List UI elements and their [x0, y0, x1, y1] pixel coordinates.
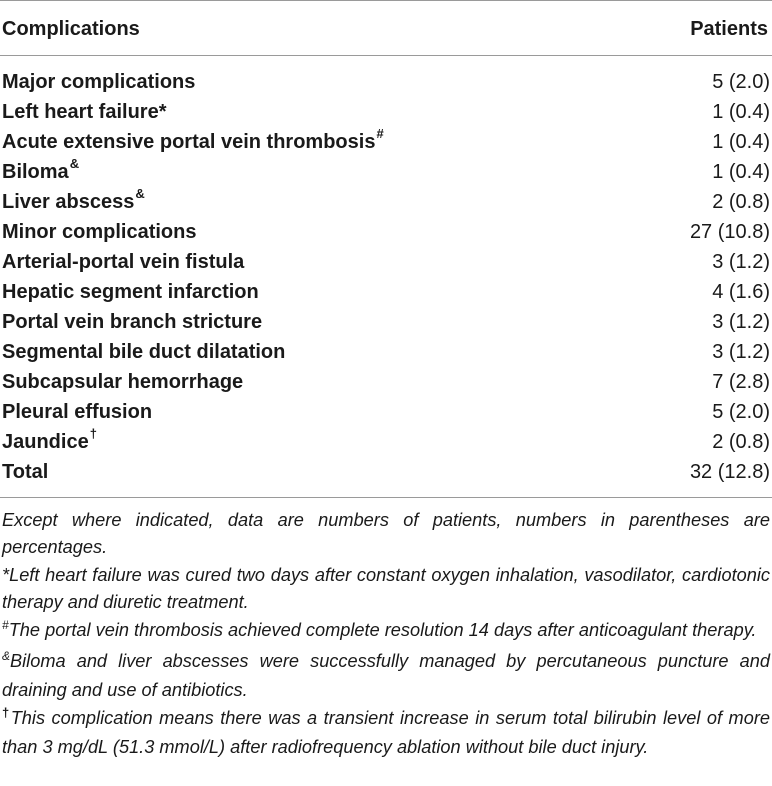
- table-row: [0, 397, 772, 427]
- table-row: [0, 247, 772, 277]
- footnote-star: *Left heart failure was cured two days after constant oxygen inhalation, vasodilator, cardiotonic therapy and diuretic treatment.: [2, 565, 770, 612]
- row-value: 4 (1.6): [712, 281, 770, 303]
- row-label: [2, 157, 79, 187]
- row-label: [2, 247, 244, 277]
- row-label-text: Segmental bile duct dilatation: [2, 341, 286, 363]
- row-label: [2, 97, 166, 127]
- footnotes: [2, 507, 770, 762]
- row-label: [2, 427, 97, 457]
- row-value: 3 (1.2): [712, 251, 770, 273]
- row-footnote-mark: #: [376, 126, 384, 142]
- row-value: 1 (0.4): [712, 101, 770, 123]
- table-row: [0, 457, 772, 487]
- footnote-dagger-text: This complication means there was a transient increase in serum total bilirubin level of more than 3 mg/dL (51.3 mmol/L) after radiofrequency ablation without bile duct injury.: [2, 708, 770, 757]
- row-label-text: Hepatic segment infarction: [2, 281, 259, 303]
- row-footnote-mark: †: [89, 426, 97, 442]
- header-complications: Complications: [2, 18, 140, 40]
- row-label: [2, 337, 285, 367]
- row-label-text: Minor complications: [2, 221, 197, 243]
- header-patients: Patients: [690, 18, 768, 40]
- top-rule: [0, 0, 772, 1]
- table-row: [0, 277, 772, 307]
- row-label: [2, 397, 152, 427]
- footnote-hash-text: The portal vein thrombosis achieved complete resolution 14 days after anticoagulant therapy.: [8, 620, 757, 641]
- row-label: [2, 67, 195, 97]
- row-label-text: Acute extensive portal vein thrombosis: [2, 131, 376, 153]
- header-rule: [0, 55, 772, 56]
- row-label: [2, 187, 145, 217]
- footnote-hash: [2, 617, 770, 646]
- row-value: 32 (12.8): [689, 461, 770, 483]
- table-row: [0, 337, 772, 367]
- footnote-amp-mark: &: [2, 648, 11, 663]
- row-label: [2, 277, 259, 307]
- footnote-amp-text: Biloma and liver abscesses were successfully managed by percutaneous puncture and draining and use of antibiotics.: [2, 650, 770, 700]
- footnote-general: Except where indicated, data are numbers of patients, numbers in parentheses are percentages.: [2, 510, 770, 557]
- row-label-text: Arterial-portal vein fistula: [2, 251, 245, 273]
- footnote-hash-mark: #: [2, 618, 9, 633]
- table-row: [0, 127, 772, 157]
- table-row: [0, 367, 772, 397]
- row-label-text: Biloma: [2, 161, 69, 183]
- row-value: 3 (1.2): [712, 341, 770, 363]
- row-footnote-mark: &: [135, 186, 145, 202]
- row-label: [2, 127, 384, 157]
- table-row: [0, 427, 772, 457]
- row-label-text: Major complications: [2, 71, 196, 93]
- row-value: 1 (0.4): [712, 131, 770, 153]
- table-row: [0, 157, 772, 187]
- table-row: [0, 67, 772, 97]
- table-row: [0, 217, 772, 247]
- row-label-text: Subcapsular hemorrhage: [2, 371, 244, 393]
- row-label-text: Left heart failure*: [2, 101, 167, 123]
- row-value: 3 (1.2): [712, 311, 770, 333]
- row-label-text: Liver abscess: [2, 191, 135, 213]
- table-row: [0, 97, 772, 127]
- row-value: 5 (2.0): [712, 71, 770, 93]
- row-value: 1 (0.4): [712, 161, 770, 183]
- row-label: [2, 457, 48, 487]
- row-value: 7 (2.8): [712, 371, 770, 393]
- row-value: 5 (2.0): [712, 401, 770, 423]
- row-label: [2, 367, 243, 397]
- row-label-text: Total: [2, 461, 49, 483]
- row-label-text: Jaundice: [2, 431, 89, 453]
- bottom-rule: [0, 497, 772, 498]
- row-value: 27 (10.8): [689, 221, 770, 243]
- footnote-dagger: [2, 705, 770, 760]
- footnote-amp: [2, 648, 770, 703]
- footnote-dagger-mark: †: [2, 705, 11, 721]
- row-label-text: Portal vein branch stricture: [2, 311, 263, 333]
- row-value: 2 (0.8): [712, 191, 770, 213]
- row-label: [2, 217, 196, 247]
- table-row: [0, 307, 772, 337]
- row-footnote-mark: &: [69, 156, 80, 172]
- row-label: [2, 307, 262, 337]
- row-label-text: Pleural effusion: [2, 401, 153, 423]
- table-row: [0, 187, 772, 217]
- row-value: 2 (0.8): [712, 431, 770, 453]
